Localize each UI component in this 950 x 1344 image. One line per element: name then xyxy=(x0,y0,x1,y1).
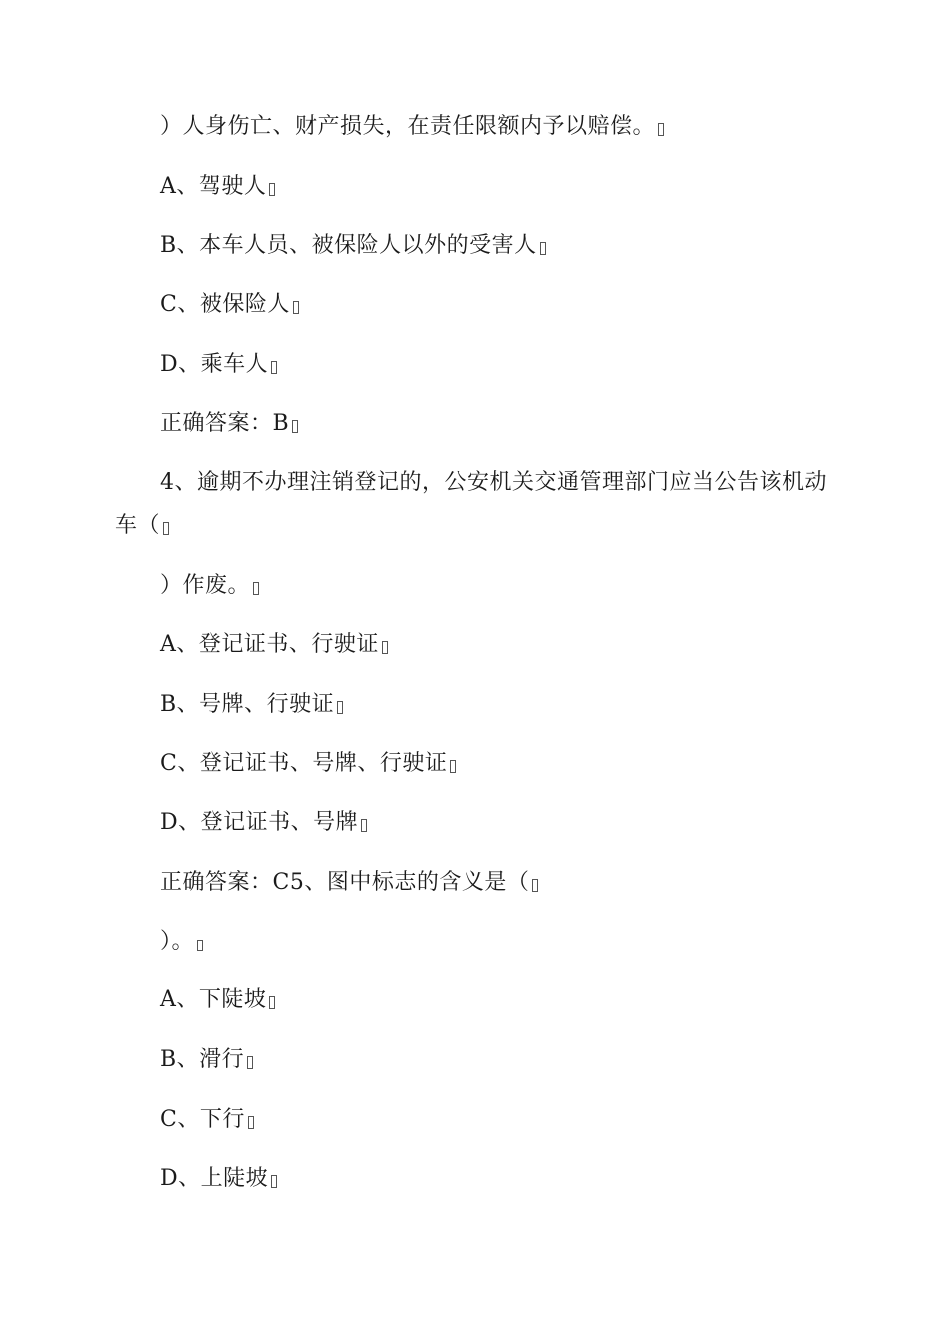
paragraph-mark-icon xyxy=(271,361,277,374)
question-3-continuation: ）人身伤亡、财产损失，在责任限额内予以赔偿。 xyxy=(160,112,664,142)
question-5-option-d: D、上陡坡 xyxy=(160,1164,277,1194)
paragraph-mark-icon xyxy=(658,123,664,136)
question-3-option-c: C、被保险人 xyxy=(160,290,299,320)
question-4-stem-end: ）作废。 xyxy=(160,571,259,601)
paragraph-mark-icon xyxy=(540,242,546,255)
question-3-option-d: D、乘车人 xyxy=(160,350,277,380)
question-4-answer-question-5-stem: 正确答案：C5、图中标志的含义是（ xyxy=(160,868,538,898)
paragraph-mark-icon xyxy=(197,940,203,951)
question-4-option-d: D、登记证书、号牌 xyxy=(160,808,367,838)
paragraph-mark-icon xyxy=(269,996,275,1009)
question-5-option-b: B、滑行 xyxy=(160,1045,253,1075)
paragraph-mark-icon xyxy=(532,879,538,892)
paragraph-mark-icon xyxy=(361,819,367,832)
paragraph-mark-icon xyxy=(337,701,343,714)
paragraph-mark-icon xyxy=(271,1175,277,1188)
question-3-option-b: B、本车人员、被保险人以外的受害人 xyxy=(160,231,546,261)
paragraph-mark-icon xyxy=(253,582,259,595)
question-3-option-a: A、驾驶人 xyxy=(160,172,275,202)
question-3-answer: 正确答案：B xyxy=(160,409,298,439)
question-4-option-a: A、登记证书、行驶证 xyxy=(160,630,388,660)
paragraph-mark-icon xyxy=(248,1116,254,1129)
question-4-option-c: C、登记证书、号牌、行驶证 xyxy=(160,749,456,779)
question-4-stem-wrap: 车（ xyxy=(115,511,169,541)
paragraph-mark-icon xyxy=(293,301,299,314)
question-5-option-a: A、下陡坡 xyxy=(160,985,275,1015)
paragraph-mark-icon xyxy=(163,522,169,535)
paragraph-mark-icon xyxy=(247,1056,253,1069)
question-5-stem-end: ）。 xyxy=(160,927,203,957)
paragraph-mark-icon xyxy=(382,641,388,654)
question-4-option-b: B、号牌、行驶证 xyxy=(160,690,343,720)
paragraph-mark-icon xyxy=(292,420,298,433)
paragraph-mark-icon xyxy=(269,183,275,196)
question-4-stem: 4、逾期不办理注销登记的，公安机关交通管理部门应当公告该机动 xyxy=(160,470,827,495)
question-5-option-c: C、下行 xyxy=(160,1105,254,1135)
paragraph-mark-icon xyxy=(450,760,456,773)
